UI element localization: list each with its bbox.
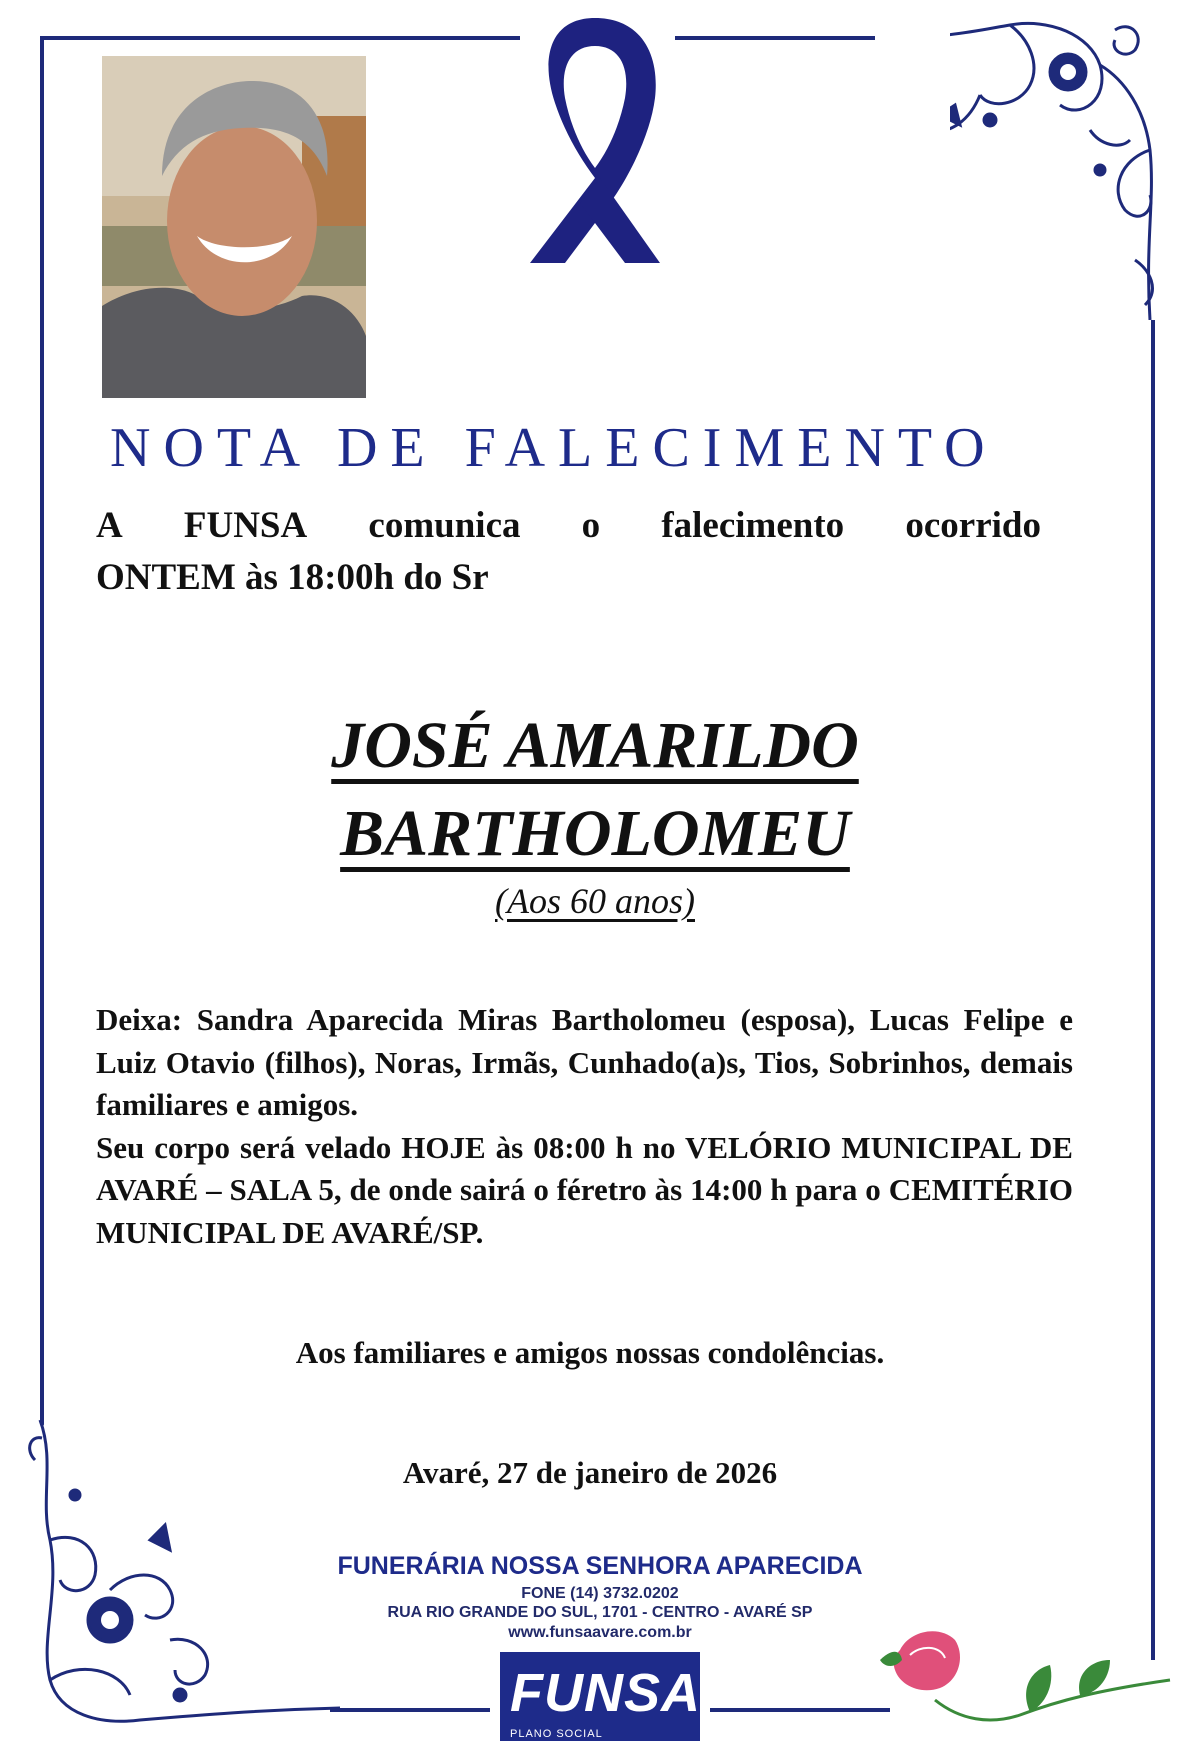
intro-word: FUNSA — [183, 505, 308, 546]
rose-icon — [880, 1620, 1180, 1735]
ribbon-icon — [520, 8, 670, 268]
intro-word: ocorrido — [905, 505, 1041, 546]
intro-word: A — [96, 505, 123, 546]
deceased-age: (Aos 60 anos) — [495, 881, 695, 921]
floral-corner-icon — [950, 10, 1180, 320]
name-line-1: JOSÉ AMARILDO — [331, 709, 859, 782]
logo-text: FUNSA — [510, 1663, 701, 1723]
company-phone: FONE (14) 3732.0202 — [521, 1585, 679, 1602]
frame-left — [40, 36, 44, 1426]
deceased-photo — [102, 56, 366, 398]
name-line-2: BARTHOLOMEU — [340, 797, 850, 870]
intro-word: falecimento — [661, 505, 845, 546]
deceased-name — [170, 702, 1020, 878]
frame-top-right — [675, 36, 875, 40]
intro-word: o — [581, 505, 601, 546]
notice-body — [96, 999, 1073, 1254]
notice-title: NOTA DE FALECIMENTO — [110, 417, 998, 479]
intro-text — [96, 500, 1041, 604]
frame-bottom-left — [330, 1708, 490, 1712]
company-address: RUA RIO GRANDE DO SUL, 1701 - CENTRO - AVARÉ SP — [387, 1604, 813, 1621]
funsa-logo — [500, 1652, 700, 1741]
intro-word: comunica — [368, 505, 521, 546]
intro-line-1 — [96, 500, 1041, 552]
condolences-text: Aos familiares e amigos nossas condolências. — [295, 1335, 885, 1370]
frame-right — [1151, 320, 1155, 1660]
intro-line-2: ONTEM às 18:00h do Sr — [96, 557, 489, 598]
frame-bottom-right — [710, 1708, 890, 1712]
frame-top-left — [40, 36, 520, 40]
survivors-text: Deixa: Sandra Aparecida Miras Bartholomeu (esposa), Lucas Felipe e Luiz Otavio (filhos), Noras, Irmãs, Cunhado(a)s, Tios, Sobrinhos, demais familiares e amigos. — [96, 1002, 1073, 1122]
notice-date: Avaré, 27 de janeiro de 2026 — [402, 1455, 778, 1490]
company-name: FUNERÁRIA NOSSA SENHORA APARECIDA — [337, 1552, 863, 1580]
funeral-text: Seu corpo será velado HOJE às 08:00 h no VELÓRIO MUNICIPAL DE AVARÉ – SALA 5, de onde sairá o féretro às 14:00 h para o CEMITÉRIO MUNICIPAL DE AVARÉ/SP. — [96, 1129, 1073, 1250]
company-website[interactable]: www.funsaavare.com.br — [508, 1624, 692, 1641]
logo-subtitle: PLANO SOCIAL — [510, 1728, 603, 1740]
